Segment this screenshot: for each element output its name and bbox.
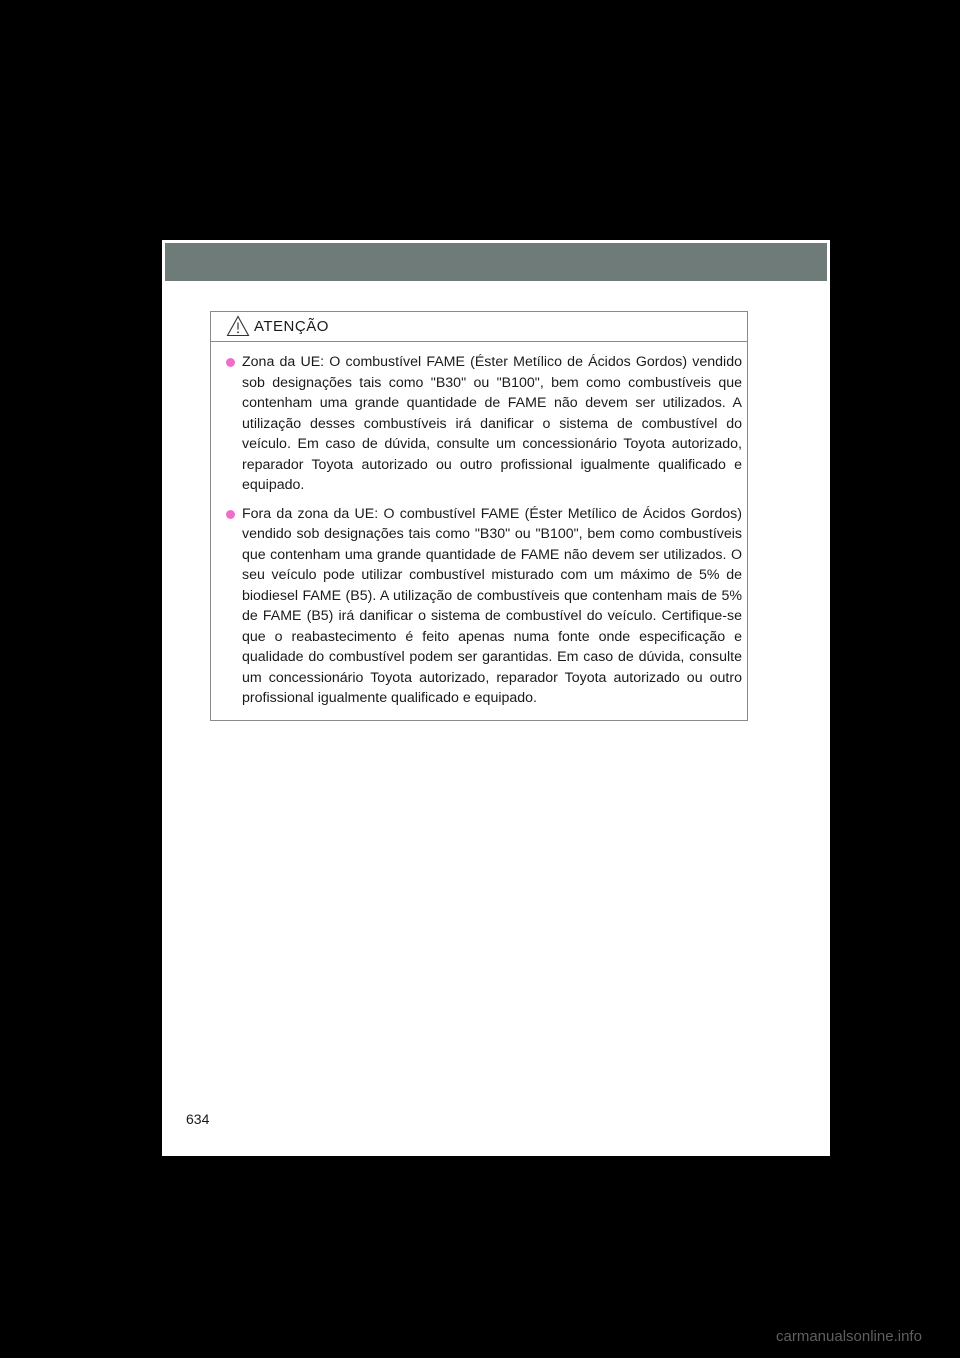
manual-page: [162, 240, 830, 1156]
header-bar: [165, 243, 827, 281]
warning-box: [210, 311, 748, 721]
warning-item-outside-eu: [226, 504, 742, 709]
warning-item-text: Fora da zona da UE: O combustível FAME (Éster Metílico de Ácidos Gordos) vendido sob designações tais como "B30" ou "B100", bem como combustíveis que contenham uma grande quantidade de FAME não devem ser utilizados. O seu veículo pode utilizar combustível misturado com um máximo de 5% de biodiesel FAME (B5). A utilização de combustíveis que contenham mais de 5% de FAME (B5) irá danificar o sistema de combustível do veículo. Certifique-se que o reabastecimento é feito apenas numa fonte onde especificação e qualidade do combustível podem ser garantidas. Em caso de dúvida, consulte um concessionário Toyota autorizado, reparador Toyota autorizado ou outro profissional igualmente qualificado e equipado.: [242, 505, 742, 706]
bullet-icon: [226, 358, 235, 367]
warning-header: [211, 312, 747, 342]
warning-body: [226, 352, 742, 717]
watermark: carmanualsonline.info: [776, 1328, 922, 1345]
warning-triangle-icon: [226, 315, 250, 337]
warning-item-text: Zona da UE: O combustível FAME (Éster Metílico de Ácidos Gordos) vendido sob designações tais como "B30" ou "B100", bem como combustíveis que contenham uma grande quantidade de FAME não devem ser utilizados. A utilização desses combustíveis irá danificar o sistema de combustível do veículo. Em caso de dúvida, consulte um concessionário Toyota autorizado, reparador Toyota autorizado ou outro profissional igualmente qualificado e equipado.: [242, 354, 742, 493]
bullet-icon: [226, 510, 235, 519]
warning-title: ATENÇÃO: [254, 318, 329, 335]
warning-item-eu: [226, 352, 742, 496]
page-number: 634: [186, 1111, 210, 1127]
